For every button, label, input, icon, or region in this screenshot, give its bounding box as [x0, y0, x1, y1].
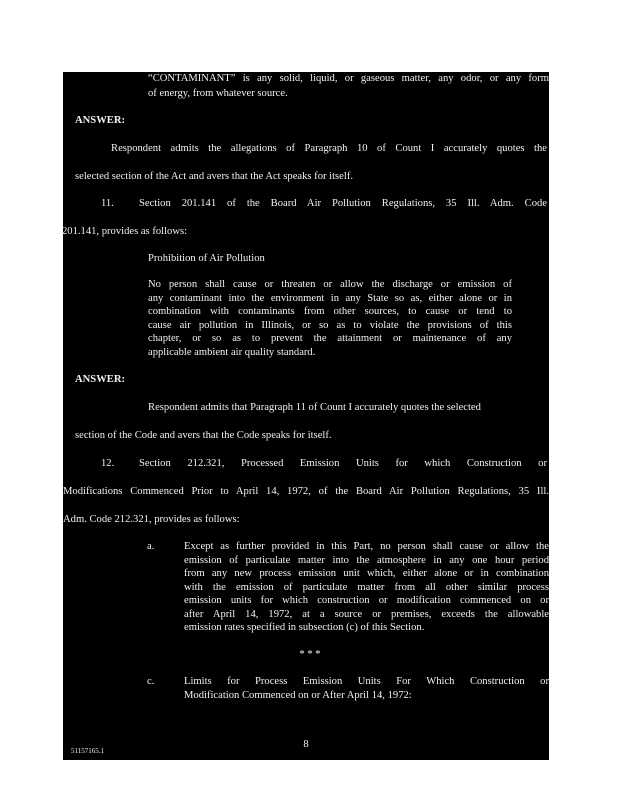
item-c-label: c. — [147, 676, 155, 687]
section-separator — [63, 648, 549, 662]
item-c-line: Limits for Process Emission Units For Which Construction or — [184, 676, 549, 687]
item-c-line: Modification Commenced on or After April 14, 1972: — [184, 689, 412, 701]
item-a-line: after April 14, 1972, at a source or premises, exceeds the allowable — [184, 608, 549, 620]
definition-line-1: “CONTAMINANT” is any solid, liquid, or gaseous matter, any odor, or any form — [148, 73, 549, 84]
answer-1-line-1: Respondent admits the allegations of Paragraph 10 of Count I accurately quotes the — [111, 143, 547, 154]
quote-block — [148, 278, 512, 359]
item-a-line: with the emission of particulate matter from all other similar process — [184, 581, 549, 593]
item-a-line: Except as further provided in this Part, no person shall cause or allow the — [184, 541, 549, 552]
paragraph-12-number: 12. — [101, 458, 115, 469]
answer-2-line-1: Respondent admits that Paragraph 11 of Count I accurately quotes the selected — [148, 402, 481, 413]
page-number: 8 — [303, 739, 309, 750]
paragraph-12-line-1: Section 212.321, Processed Emission Units for which Construction or — [139, 458, 547, 469]
item-c-block — [184, 675, 549, 702]
definition-line-2: of energy, from whatever source. — [148, 88, 288, 99]
document-page — [63, 72, 549, 760]
quote-line: combination with contaminants from other sources, to cause or tend to — [148, 306, 512, 317]
quote-line: No person shall cause or threaten or allow the discharge or emission of — [148, 279, 512, 290]
item-a-line: emission of particulate matter into the atmosphere in any one hour period — [184, 554, 549, 566]
item-a-line: emission rates specified in subsection (c) of this Section. — [184, 622, 425, 633]
answer-heading: ANSWER: — [75, 374, 126, 385]
quote-line: applicable ambient air quality standard. — [148, 346, 316, 358]
paragraph-12-line-2: Modifications Commenced Prior to April 14, 1972, of the Board Air Pollution Regulations, 35 Ill. — [63, 486, 549, 497]
paragraph-11-line-2: 201.141, provides as follows: — [62, 226, 188, 237]
answer-2-line-2: section of the Code and avers that the Code speaks for itself. — [75, 430, 332, 441]
item-a-line: from any new process emission unit which, either alone or in combination — [184, 568, 549, 579]
quote-line: any contaminant into the environment in any State so as, either alone or in — [148, 292, 512, 304]
separator-text: * * * — [299, 649, 321, 660]
answer-1-line-2: selected section of the Act and avers that the Act speaks for itself. — [75, 171, 353, 182]
quote-title: Prohibition of Air Pollution — [148, 253, 265, 264]
item-a-block — [184, 540, 549, 635]
paragraph-11-line-1: Section 201.141 of the Board Air Pollution Regulations, 35 Ill. Adm. Code — [139, 198, 547, 209]
quote-line: chapter, or so as to prevent the attainment or maintenance of any — [148, 333, 512, 344]
answer-heading: ANSWER: — [75, 115, 126, 126]
paragraph-11-number: 11. — [101, 198, 114, 209]
paragraph-12-line-3: Adm. Code 212.321, provides as follows: — [63, 514, 240, 525]
document-id: 51157165.1 — [71, 747, 104, 755]
item-a-label: a. — [147, 541, 155, 552]
item-a-line: emission units for which construction or modification commenced on or — [184, 595, 549, 606]
quote-line: cause air pollution in Illinois, or so as to violate the provisions of this — [148, 319, 512, 331]
